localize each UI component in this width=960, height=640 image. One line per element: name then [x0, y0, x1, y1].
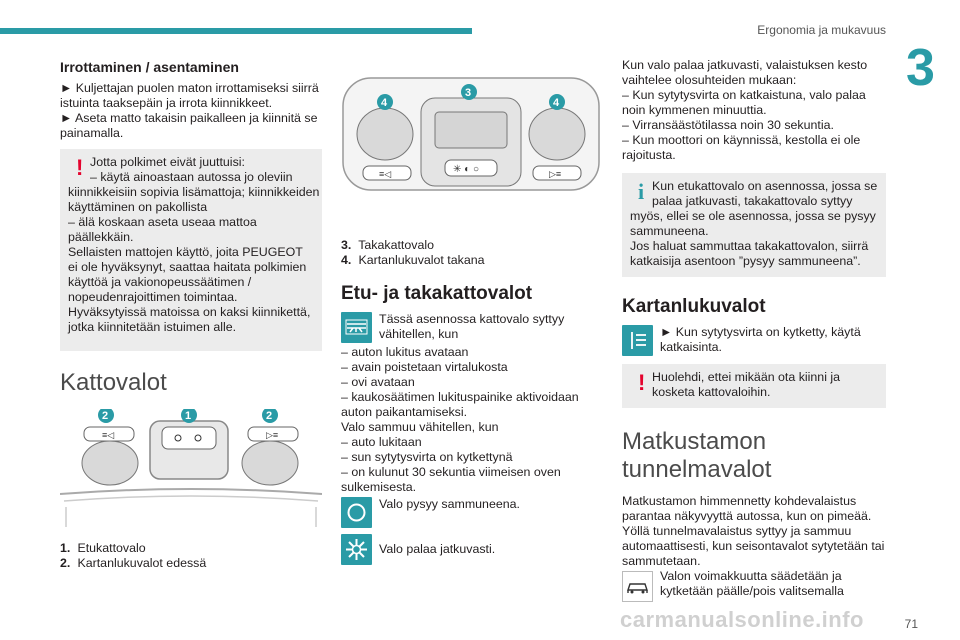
para-line: Kun valo palaa jatkuvasti, valaistuksen kesto — [622, 58, 868, 72]
condition-line: – on kulunut 30 sekuntia viimeisen oven — [341, 465, 561, 479]
map-light-row — [622, 325, 886, 358]
callout-label: 2 — [102, 410, 109, 422]
condition-line: – auto lukitaan — [341, 435, 422, 449]
chapter-title: Ergonomia ja mukavuus — [757, 23, 886, 37]
warning-line: jotka kiinnitetään istuimen alle. — [68, 320, 237, 334]
warning-line: Jotta polkimet eivät juuttuisi: — [90, 155, 245, 169]
watermark: carmanualsonline.info — [620, 607, 864, 632]
legend-item: 4. Kartanlukuvalot takana — [341, 253, 485, 267]
map-light-warning-box — [622, 364, 886, 408]
duration-paragraph — [622, 58, 886, 163]
chapter-number: 3 — [906, 39, 935, 97]
heading-front-rear-lights: Etu- ja takakattovalot — [341, 283, 533, 304]
callout-label: 2 — [266, 410, 273, 422]
warning-line: käyttöä ja vakionopeussäätimen / — [68, 275, 252, 289]
off-text: Valo pysyy sammuneena. — [379, 497, 520, 511]
header-accent-bar — [0, 28, 472, 34]
info-line: katkaisija asentoon ”pysyy sammuneena”. — [630, 254, 861, 268]
callout-label: 1 — [185, 410, 192, 422]
subhead-removal: Irrottaminen / asentaminen — [60, 59, 239, 75]
section-title-ambient: Matkustamon tunnelmavalot — [622, 428, 772, 483]
map-line: katkaisinta. — [660, 340, 722, 354]
warning-line: nopeudenrajoittimen toimintaa. — [68, 290, 238, 304]
intro-line: vähitellen, kun — [379, 327, 459, 341]
info-line: Kun etukattovalo on asennossa, jossa se — [652, 179, 878, 193]
para-line: rajoitusta. — [622, 148, 676, 162]
condition-line: sulkemisesta. — [341, 480, 417, 494]
para-line: vaihtelee olosuhteiden mukaan: — [622, 73, 797, 87]
condition-line: – ovi avataan — [341, 375, 415, 389]
light-on-icon — [341, 534, 372, 565]
info-icon: i — [638, 179, 645, 204]
column-1 — [60, 58, 322, 571]
warning-line: – käytä ainoastaan autossa jo oleviin — [90, 170, 293, 184]
car-line: Valon voimakkuutta säädetään ja — [660, 569, 842, 583]
car-setting-row — [622, 569, 886, 602]
light-off-icon — [341, 497, 372, 528]
body-line: Yöllä tunnelmavalaistus syttyy ja sammuu — [622, 524, 852, 538]
step-line: ► Kuljettajan puolen maton irrottamiseksi siirrä — [60, 81, 319, 95]
callout-label: 3 — [465, 87, 472, 99]
legend-item: 1. Etukattovalo — [60, 541, 146, 555]
svg-text:≡◁: ≡◁ — [102, 430, 115, 440]
condition-line: auton paikantamiseksi. — [341, 405, 468, 419]
rear-light-info-box — [622, 173, 886, 277]
info-line: myös, ellei se ole asennossa, jossa se pysyy — [630, 209, 876, 223]
body-line: Matkustamon himmennetty kohdevalaistus — [622, 494, 857, 508]
warning-line: kosketa kattovaloihin. — [652, 385, 771, 399]
removal-steps — [60, 81, 322, 141]
door-mode-row — [341, 312, 603, 345]
column-3 — [622, 58, 886, 602]
front-ceiling-light-figure — [60, 409, 322, 531]
para-line: – Virransäästötilassa noin 30 sekuntia. — [622, 118, 834, 132]
off-mode-row — [341, 497, 603, 530]
warning-icon: ! — [638, 370, 646, 395]
warning-line: käyttäminen on pakollista — [68, 200, 208, 214]
reading-light-icon — [622, 325, 653, 356]
para-line: – Kun sytytysvirta on katkaistuna, valo palaa — [622, 88, 866, 102]
svg-text:▷≡: ▷≡ — [549, 169, 562, 179]
door-light-icon — [341, 312, 372, 343]
body-line: automaattisesti, kun seisontavalot sytytetään tai — [622, 539, 885, 553]
callout-label: 4 — [381, 97, 388, 109]
legend-item: 2. Kartanlukuvalot edessä — [60, 556, 207, 570]
warning-line: – älä koskaan aseta useaa mattoa — [68, 215, 257, 229]
ambient-paragraph — [622, 494, 886, 569]
step-line: istuinta taaksepäin ja irrota kiinnikkeet. — [60, 96, 273, 110]
section-title-kattovalot: Kattovalot — [60, 369, 167, 396]
rear-ceiling-light-figure — [341, 76, 603, 236]
para-line: noin kymmenen minuuttia. — [622, 103, 767, 117]
condition-line: – sun sytytysvirta on kytkettynä — [341, 450, 513, 464]
info-line: Jos haluat sammuttaa takakattovalon, siirrä — [630, 239, 869, 253]
legend-item: 3. Takakattovalo — [341, 238, 434, 252]
step-line: ► Aseta matto takaisin paikalleen ja kiinnitä se — [60, 111, 318, 125]
body-line: sammutetaan. — [622, 554, 701, 568]
intro-line: Tässä asennossa kattovalo syttyy — [379, 312, 565, 326]
para-line: – Kun moottori on käynnissä, kestolla ei ole — [622, 133, 861, 147]
warning-icon: ! — [76, 155, 84, 180]
column-2 — [341, 58, 603, 567]
callout-label: 4 — [553, 97, 560, 109]
warning-line: kiinnikkeisiin sopivia lisämattoja; kiinnikkeiden — [68, 185, 320, 199]
svg-text:▷≡: ▷≡ — [266, 430, 279, 440]
map-line: ► Kun sytytysvirta on kytketty, käytä — [660, 325, 861, 339]
warning-line: ei ole hyväksynyt, saattaa haitata polkimien — [68, 260, 307, 274]
info-line: sammuneena. — [630, 224, 709, 238]
figure-legend-front — [60, 541, 322, 571]
warning-line: Huolehdi, ettei mikään ota kiinni ja — [652, 370, 841, 384]
warning-line: Sellaisten mattojen käyttö, joita PEUGEOT — [68, 245, 303, 259]
page-number: 71 — [904, 617, 918, 631]
condition-line: – avain poistetaan virtalukosta — [341, 360, 508, 374]
condition-line: Valo sammuu vähitellen, kun — [341, 420, 499, 434]
car-line: kytketään päälle/pois valitsemalla — [660, 584, 844, 598]
pedal-warning-box — [60, 149, 322, 351]
step-line: painamalla. — [60, 126, 124, 140]
svg-text:✳ ◐ ○: ✳ ◐ ○ — [453, 164, 480, 175]
svg-text:≡◁: ≡◁ — [379, 169, 392, 179]
door-mode-conditions — [341, 345, 603, 495]
body-line: parantaa näkyvyyttä autossa, kun on pimeää. — [622, 509, 872, 523]
info-line: palaa jatkuvasti, takakattovalo syttyy — [652, 194, 853, 208]
condition-line: – auton lukitus avataan — [341, 345, 469, 359]
on-text: Valo palaa jatkuvasti. — [379, 542, 496, 556]
figure-legend-rear — [341, 238, 603, 268]
warning-line: päällekkäin. — [68, 230, 134, 244]
car-icon — [622, 571, 653, 602]
warning-line: Hyväksytyissä matoissa on kaksi kiinnikettä, — [68, 305, 311, 319]
condition-line: – kaukosäätimen lukituspainike aktivoidaan — [341, 390, 579, 404]
heading-map-lights: Kartanlukuvalot — [622, 296, 766, 317]
on-mode-row — [341, 534, 603, 567]
